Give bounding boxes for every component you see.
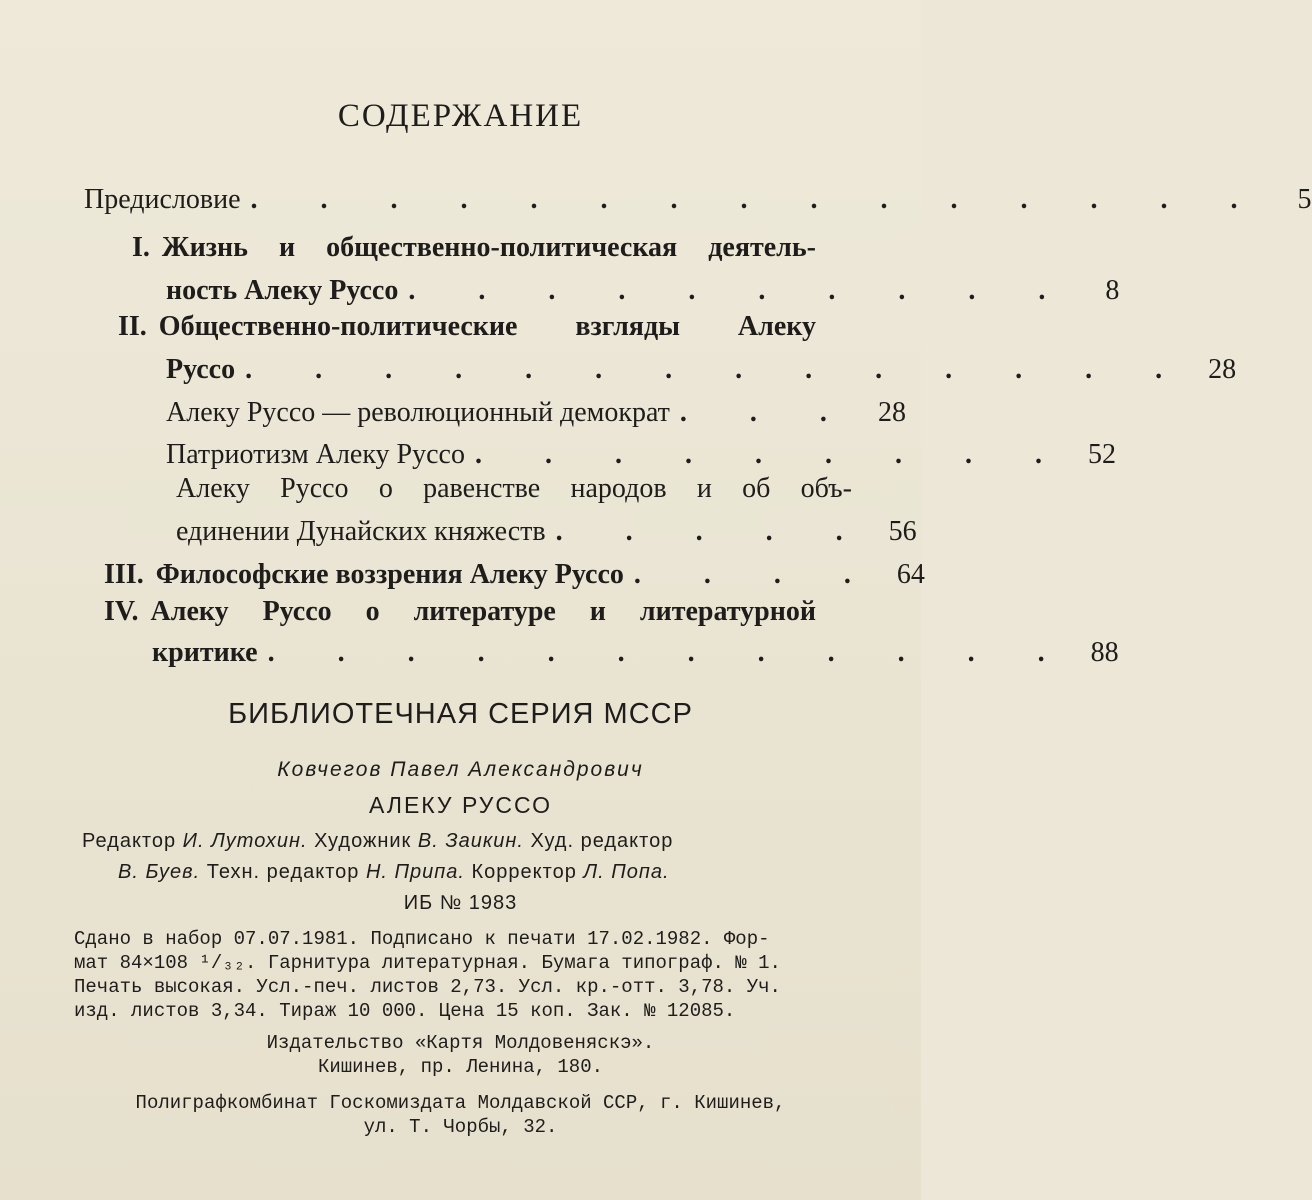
toc-item-label: Общественно-политические взгляды Алеку [158, 311, 816, 342]
chapter-number: I. [132, 232, 150, 263]
leader-dots: . . . . . [555, 516, 871, 547]
toc-page-number: 64 [896, 559, 925, 590]
toc-item-label: Философские воззрения Алеку Руссо [155, 559, 624, 590]
imprint-line: мат 84×108 ¹/₃₂. Гарнитура литературная. Бумага типограф. № 1. [74, 952, 781, 974]
editor-label: Редактор [82, 830, 177, 852]
toc-item-ch1-line1 [132, 232, 816, 272]
toc-subitem-3-line2 [176, 516, 917, 556]
leader-dots: . . . . [633, 559, 879, 590]
publisher: Издательство «Картя Молдовеняскэ». [266, 1032, 655, 1054]
leader-dots: . . . . . . . . . . . . [267, 637, 1073, 668]
printer: Полиграфкомбинат Госкомиздата Молдавской ССР, г. Кишинев, [135, 1092, 786, 1114]
art-editor-name: В. Буев. [118, 861, 201, 883]
leader-dots: . . . . . . . . . . [408, 275, 1074, 306]
toc-item-ch1-line2 [166, 275, 1120, 315]
toc-item-label: ность Алеку Руссо [166, 275, 399, 306]
toc-item-label: единении Дунайских княжеств [176, 516, 546, 547]
toc-title: СОДЕРЖАНИЕ [337, 98, 584, 134]
leader-dots: . . . [679, 397, 855, 428]
credits-line-2 [118, 861, 918, 884]
toc-item-label: Патриотизм Алеку Руссо [166, 439, 465, 470]
toc-subitem-3-line1 [176, 473, 852, 513]
tech-editor-name: Н. Припа. [365, 861, 465, 883]
toc-page-number: 8 [1105, 275, 1120, 306]
toc-page-number: 5 [1297, 184, 1312, 215]
toc-page-number: 52 [1087, 439, 1116, 470]
toc-item-preface [84, 184, 1312, 224]
book-author: Ковчегов Павел Александрович [277, 758, 644, 781]
toc-item-ch3 [104, 559, 925, 599]
toc-page-number: 28 [878, 397, 906, 428]
publisher-address: Кишинев, пр. Ленина, 180. [317, 1056, 604, 1078]
printer-address: ул. Т. Чорбы, 32. [363, 1116, 558, 1138]
series-title: БИБЛИОТЕЧНАЯ СЕРИЯ МССР [228, 698, 693, 730]
leader-dots: . . . . . . . . . . . . . . . [250, 184, 1266, 215]
toc-item-label: Предисловие [84, 184, 241, 215]
corrector-name: Л. Попа. [583, 861, 670, 883]
toc-item-ch2-line2 [166, 354, 1237, 394]
book-title: АЛЕКУ РУССО [369, 792, 552, 818]
toc-item-label: Руссо [166, 354, 236, 385]
artist-label: Художник [314, 830, 412, 852]
imprint-line: изд. листов 3,34. Тираж 10 000. Цена 15 коп. Зак. № 12085. [74, 1000, 736, 1022]
imprint-line: Печать высокая. Усл.-печ. листов 2,73. Усл. кр.-отт. 3,78. Уч. [74, 976, 781, 998]
chapter-number: IV. [104, 596, 139, 627]
toc-item-label: критике [152, 637, 258, 668]
toc-subitem-1 [166, 397, 906, 437]
toc-item-label: Алеку Руссо — революционный демократ [166, 397, 670, 428]
tech-editor-label: Техн. редактор [206, 861, 360, 883]
chapter-number: II. [118, 311, 147, 342]
toc-item-ch4-line2 [152, 637, 1119, 677]
imprint-line: Сдано в набор 07.07.1981. Подписано к печати 17.02.1982. Фор- [74, 928, 770, 950]
credits-line-1 [82, 830, 882, 853]
toc-item-label: Жизнь и общественно-политическая деятель- [161, 232, 816, 263]
leader-dots: . . . . . . . . . . . . . . [245, 354, 1191, 385]
toc-page-number: 56 [888, 516, 917, 547]
toc-item-label: Алеку Руссо о литературе и литературной [150, 596, 816, 627]
ib-number: ИБ № 1983 [403, 892, 518, 914]
toc-page-number: 28 [1208, 354, 1237, 385]
toc-item-label: Алеку Руссо о равенстве народов и об объ- [176, 473, 852, 504]
toc-item-ch4-line1 [104, 596, 816, 636]
corrector-label: Корректор [471, 861, 577, 883]
toc-item-ch2-line1 [118, 311, 816, 351]
editor-name: И. Лутохин. [182, 830, 308, 852]
leader-dots: . . . . . . . . . [474, 439, 1070, 470]
artist-name: В. Заикин. [417, 830, 524, 852]
art-editor-label: Худ. редактор [530, 830, 674, 852]
chapter-number: III. [104, 559, 144, 590]
toc-page-number: 88 [1090, 637, 1119, 668]
